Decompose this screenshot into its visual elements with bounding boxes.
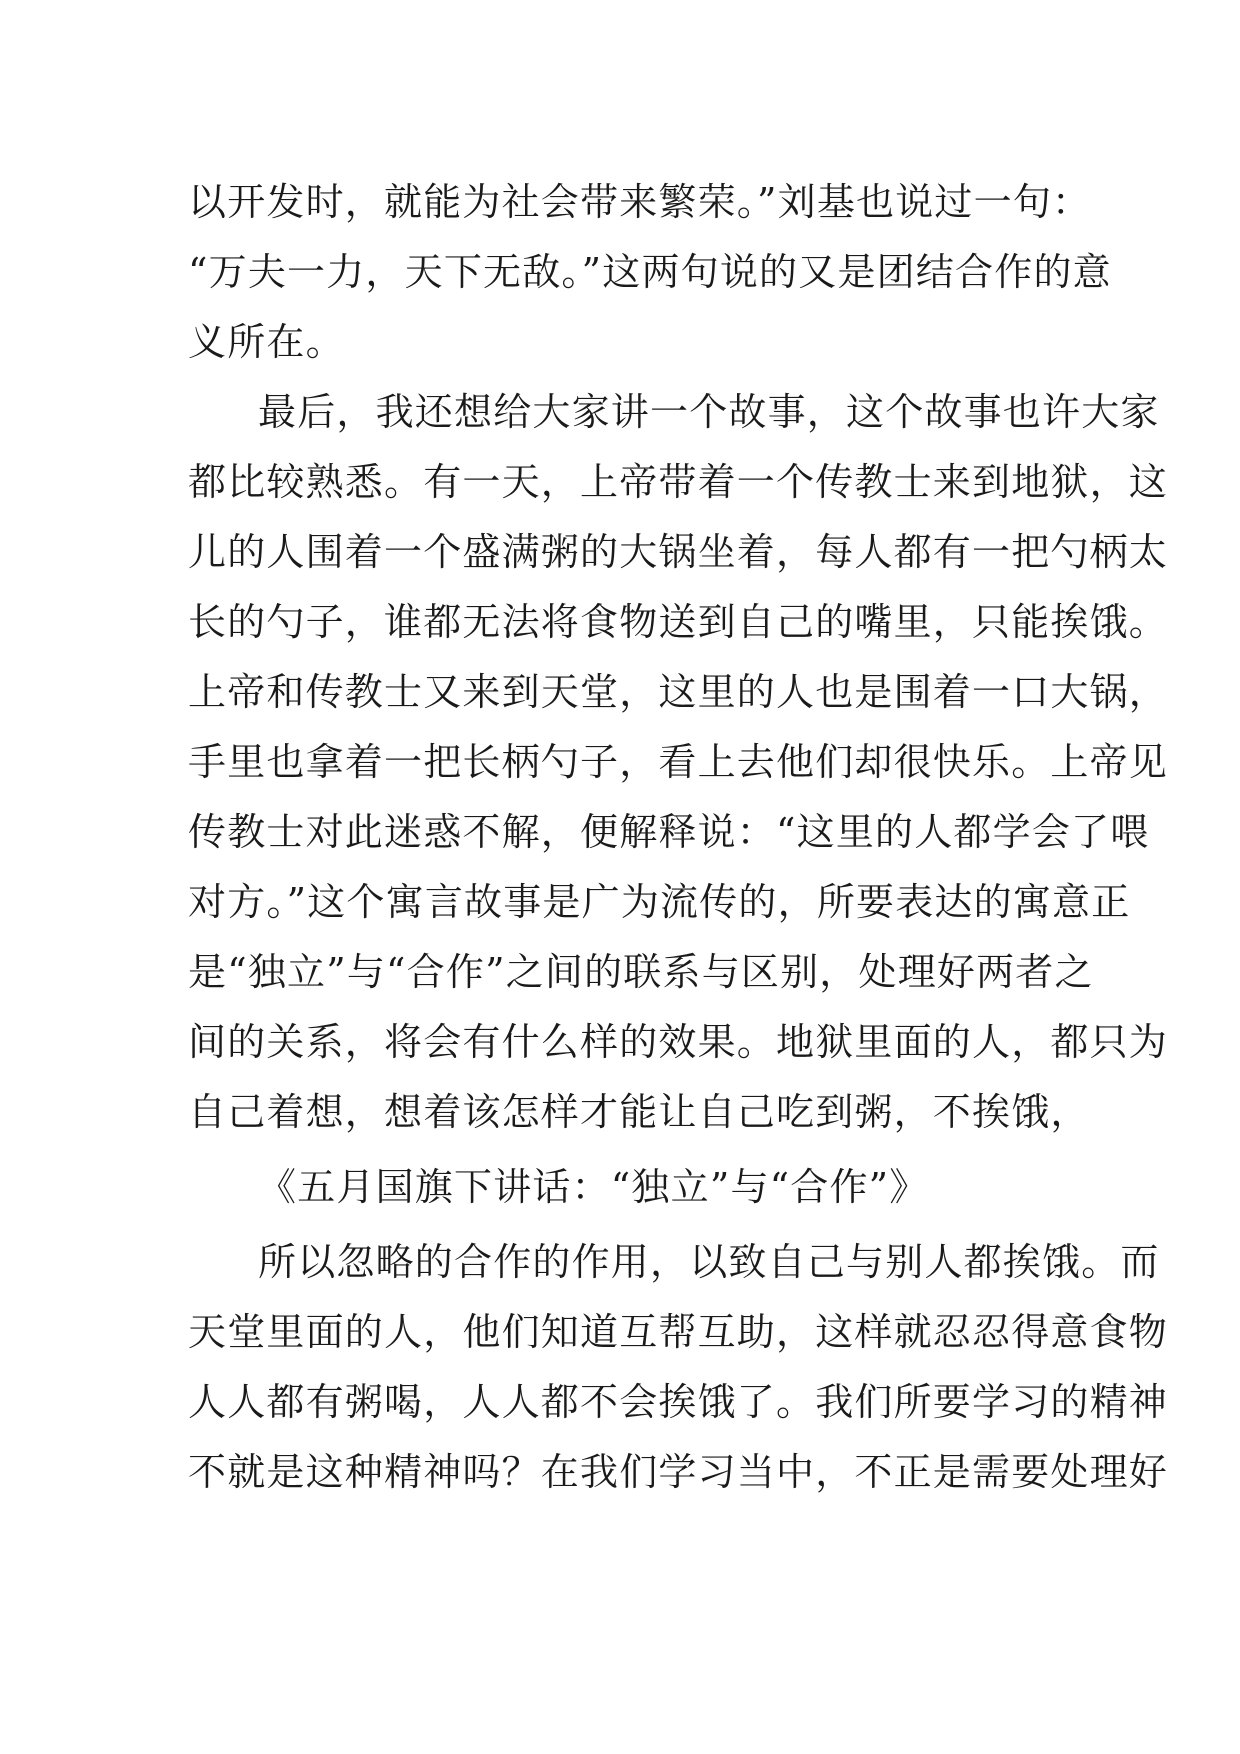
text-line: 天堂里面的人，他们知道互帮互助，这样就忍忍得意食物 [188,1310,1169,1354]
text-line: 义所在。 [188,320,345,364]
text-line: 人人都有粥喝，人人都不会挨饿了。我们所要学习的精神 [188,1380,1169,1424]
text-line: 传教士对此迷惑不解，便解释说：“这里的人都学会了喂 [188,810,1150,854]
text-line: “万夫一力，天下无敌。”这两句说的又是团结合作的意 [188,250,1112,294]
paragraph-start-line: 最后，我还想给大家讲一个故事，这个故事也许大家 [258,390,1160,434]
text-line: 自己着想，想着该怎样才能让自己吃到粥，不挨饿， [188,1090,1090,1134]
text-line: 手里也拿着一把长柄勺子，看上去他们却很快乐。上帝见 [188,740,1169,784]
text-line: 儿的人围着一个盛满粥的大锅坐着，每人都有一把勺柄太 [188,530,1169,574]
text-line: 不就是这种精神吗？在我们学习当中，不正是需要处理好 [188,1450,1169,1494]
text-line: 间的关系，将会有什么样的效果。地狱里面的人，都只为 [188,1020,1169,1064]
paragraph-start-line: 所以忽略的合作的作用，以致自己与别人都挨饿。而 [258,1240,1160,1284]
document-title-line: 《五月国旗下讲话：“独立”与“合作”》 [258,1165,929,1209]
text-line: 以开发时，就能为社会带来繁荣。”刘基也说过一句： [188,180,1092,224]
text-line: 是“独立”与“合作”之间的联系与区别，处理好两者之 [188,950,1094,994]
text-line: 对方。”这个寓言故事是广为流传的，所要表达的寓意正 [188,880,1131,924]
text-line: 都比较熟悉。有一天，上帝带着一个传教士来到地狱，这 [188,460,1169,504]
text-line: 长的勺子，谁都无法将食物送到自己的嘴里，只能挨饿。 [188,600,1169,644]
text-line: 上帝和传教士又来到天堂，这里的人也是围着一口大锅， [188,670,1169,714]
